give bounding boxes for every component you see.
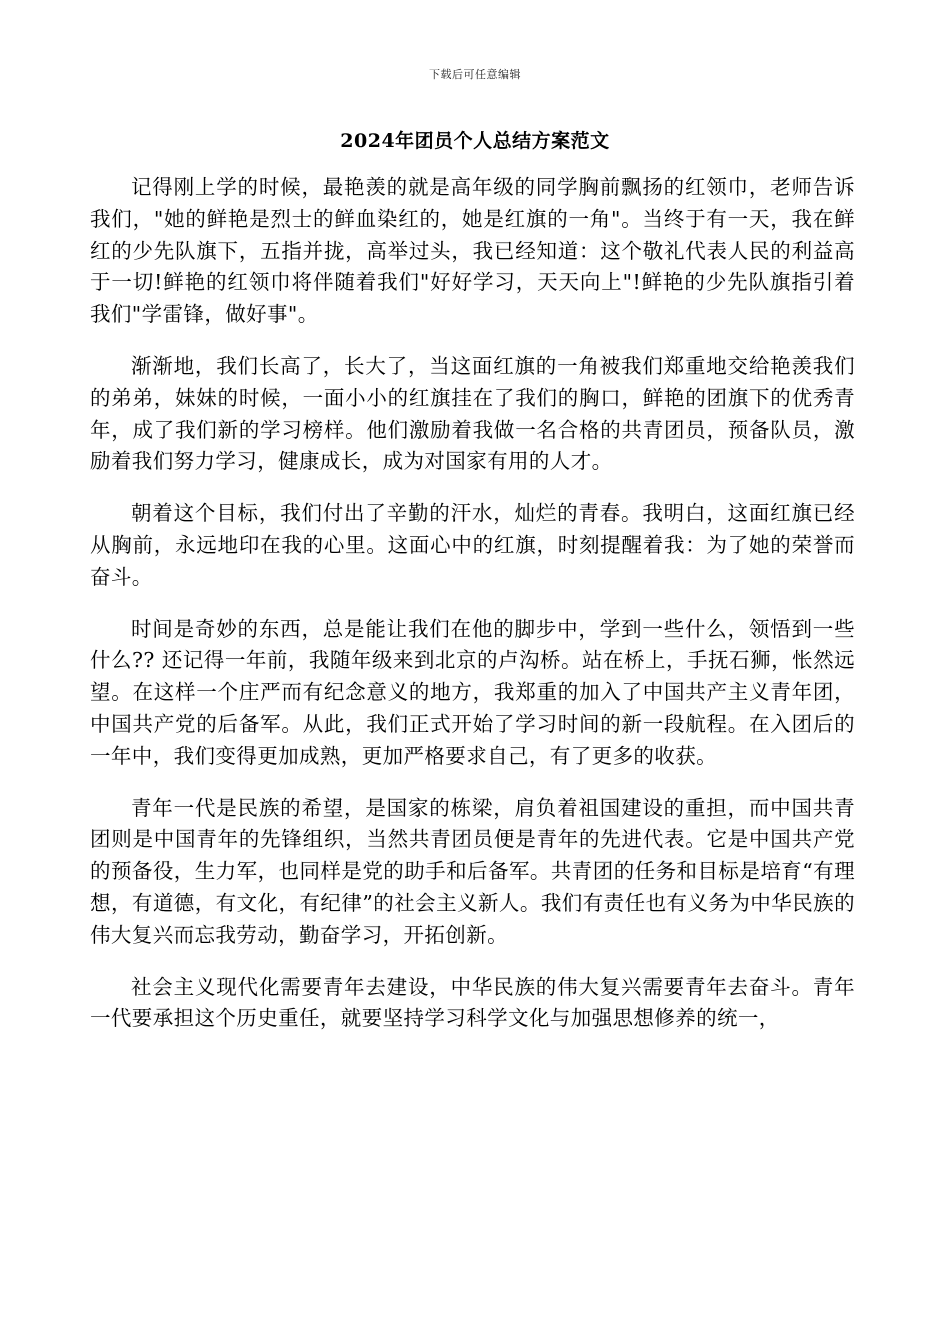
paragraph: 朝着这个目标，我们付出了辛勤的汗水，灿烂的青春。我明白，这面红旗已经从胸前，永远地印在我的心里。这面心中的红旗，时刻提醒着我：为了她的荣誉而奋斗。 <box>90 501 855 589</box>
document-title: 2024年团员个人总结方案范文 <box>340 130 610 152</box>
paragraph: 社会主义现代化需要青年去建设，中华民族的伟大复兴需要青年去奋斗。青年一代要承担这个历史重任，就要坚持学习科学文化与加强思想修养的统一， <box>90 974 855 1031</box>
paragraph: 渐渐地，我们长高了，长大了，当这面红旗的一角被我们郑重地交给艳羡我们的弟弟，妹妹的时候，一面小小的红旗挂在了我们的胸口，鲜艳的团旗下的优秀青年，成了我们新的学习榜样。他们激励着我做一名合格的共青团员，预备队员，激励着我们努力学习，健康成长，成为对国家有用的人才。 <box>90 353 855 474</box>
paragraph: 青年一代是民族的希望，是国家的栋梁，肩负着祖国建设的重担，而中国共青团则是中国青年的先锋组织，当然共青团员便是青年的先进代表。它是中国共产党的预备役，生力军，也同样是党的助手和后备军。共青团的任务和目标是培育“有理想，有道德，有文化，有纪律”的社会主义新人。我们有责任也有义务为中华民族的伟大复兴而忘我劳动，勤奋学习，开拓创新。 <box>90 795 855 947</box>
header-note: 下载后可任意编辑 <box>429 68 521 81</box>
paragraph: 记得刚上学的时候，最艳羡的就是高年级的同学胸前飘扬的红领巾，老师告诉我们，"她的鲜艳是烈士的鲜血染红的，她是红旗的一角"。当终于有一天，我在鲜红的少先队旗下，五指并拢，高举过头，我已经知道：这个敬礼代表人民的利益高于一切!鲜艳的红领巾将伴随着我们"好好学习，天天向上"!鲜艳的少先队旗指引着我们"学雷锋，做好事"。 <box>90 175 855 327</box>
paragraph: 时间是奇妙的东西，总是能让我们在他的脚步中，学到一些什么，领悟到一些什么?? 还记得一年前，我随年级来到北京的卢沟桥。站在桥上，手抚石狮，怅然远望。在这样一个庄严而有纪念意义的地方，我郑重的加入了中国共产主义青年团，中国共产党的后备军。从此，我们正式开始了学习时间的新一段航程。在入团后的一年中，我们变得更加成熟，更加严格要求自己，有了更多的收获。 <box>90 616 855 768</box>
document-body <box>90 172 855 1055</box>
